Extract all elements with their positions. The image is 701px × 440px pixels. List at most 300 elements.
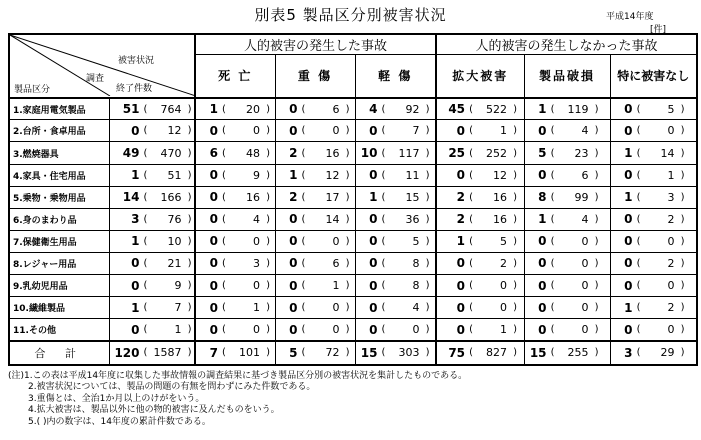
close-paren: ) <box>680 169 685 181</box>
count-value: 1 <box>131 168 140 183</box>
close-paren: ) <box>680 280 685 292</box>
count-value: 0 <box>456 322 466 337</box>
close-paren: ) <box>594 235 599 247</box>
data-cell <box>355 230 436 252</box>
cumulative-value: 0 <box>581 256 589 270</box>
count-value: 0 <box>209 234 218 249</box>
data-cell <box>524 252 610 274</box>
count-value: 0 <box>369 322 378 337</box>
close-paren: ) <box>187 324 192 336</box>
cumulative-value: 0 <box>332 234 340 248</box>
cumulative-value: 23 <box>574 146 589 160</box>
count-value: 1 <box>538 102 547 117</box>
data-cell <box>436 319 524 341</box>
close-paren: ) <box>425 280 430 292</box>
footnote: 2.被害状況については、製品の問題の有無を問わずにみた件数である。 <box>28 382 316 393</box>
close-paren: ) <box>594 324 599 336</box>
data-cell <box>610 186 697 208</box>
count-value: 0 <box>289 102 298 117</box>
open-paren: ( <box>469 280 473 292</box>
close-paren: ) <box>594 280 599 292</box>
data-cell <box>195 252 275 274</box>
close-paren: ) <box>425 191 430 203</box>
count-value: 0 <box>289 322 298 337</box>
close-paren: ) <box>187 147 192 159</box>
open-paren: ( <box>301 324 306 336</box>
close-paren: ) <box>187 235 192 247</box>
cumulative-value: 252 <box>486 146 508 160</box>
close-paren: ) <box>513 147 518 159</box>
category-name: 6.身のまわり品 <box>9 208 109 230</box>
open-paren: ( <box>469 103 473 115</box>
count-value: 0 <box>456 123 466 138</box>
open-paren: ( <box>636 125 641 137</box>
cumulative-value: 1 <box>500 323 508 337</box>
count-value: 0 <box>624 322 633 337</box>
close-paren: ) <box>594 103 599 115</box>
close-paren: ) <box>345 147 350 159</box>
data-cell <box>610 120 697 142</box>
close-paren: ) <box>187 103 192 115</box>
cumulative-value: 0 <box>581 301 589 315</box>
cumulative-value: 4 <box>581 212 589 226</box>
footnote: 4.拡大被害は、製品以外に他の物的被害に及んだものをいう。 <box>28 405 280 416</box>
open-paren: ( <box>143 347 148 359</box>
count-value: 0 <box>369 212 378 227</box>
cumulative-value: 470 <box>160 146 182 160</box>
data-cell <box>610 275 697 297</box>
close-paren: ) <box>266 147 270 159</box>
cumulative-value: 20 <box>246 102 260 116</box>
data-cell <box>610 252 697 274</box>
category-name: 7.保健衛生用品 <box>9 230 109 252</box>
close-paren: ) <box>425 324 430 336</box>
data-cell <box>436 252 524 274</box>
data-cell <box>275 275 355 297</box>
category-name: 4.家具・住宅用品 <box>9 164 109 186</box>
data-cell <box>355 186 436 208</box>
cumulative-value: 29 <box>660 346 675 360</box>
count-value: 1 <box>369 190 378 205</box>
category-name: 11.その他 <box>9 319 109 341</box>
column-header-product-damage: 製品破損 <box>524 55 610 98</box>
count-value: 0 <box>538 123 547 138</box>
data-cell <box>275 164 355 186</box>
data-cell <box>355 164 436 186</box>
count-value: 5 <box>289 345 298 360</box>
data-cell <box>275 208 355 230</box>
table-row <box>9 252 697 274</box>
cumulative-value: 0 <box>581 234 589 248</box>
close-paren: ) <box>425 257 430 269</box>
corner-header <box>9 34 195 98</box>
close-paren: ) <box>345 125 350 137</box>
cumulative-value: 72 <box>325 346 340 360</box>
open-paren: ( <box>222 169 226 181</box>
data-cell <box>524 142 610 164</box>
count-value: 0 <box>209 322 218 337</box>
close-paren: ) <box>680 257 685 269</box>
open-paren: ( <box>469 147 473 159</box>
open-paren: ( <box>143 257 148 269</box>
open-paren: ( <box>550 103 555 115</box>
open-paren: ( <box>636 347 641 359</box>
open-paren: ( <box>301 280 306 292</box>
survey-label: 調査 <box>86 74 105 84</box>
close-paren: ) <box>266 257 270 269</box>
open-paren: ( <box>636 280 641 292</box>
cumulative-value: 11 <box>405 168 420 182</box>
category-name: 9.乳幼児用品 <box>9 275 109 297</box>
open-paren: ( <box>381 302 386 314</box>
damage-table <box>8 33 698 366</box>
data-cell <box>436 297 524 319</box>
open-paren: ( <box>301 257 306 269</box>
close-paren: ) <box>345 302 350 314</box>
data-cell <box>610 319 697 341</box>
count-value: 0 <box>538 300 547 315</box>
data-cell <box>524 98 610 120</box>
open-paren: ( <box>301 191 306 203</box>
close-paren: ) <box>187 191 192 203</box>
count-value: 0 <box>624 256 633 271</box>
completed-count-cell <box>109 275 195 297</box>
category-name: 3.燃焼器具 <box>9 142 109 164</box>
count-value: 0 <box>538 168 547 183</box>
data-cell <box>355 98 436 120</box>
count-value: 0 <box>209 300 218 315</box>
cumulative-value: 166 <box>160 190 182 204</box>
open-paren: ( <box>381 324 386 336</box>
count-value: 0 <box>289 278 298 293</box>
open-paren: ( <box>222 103 226 115</box>
count-value: 1 <box>538 212 547 227</box>
count-value: 75 <box>448 345 466 360</box>
open-paren: ( <box>381 147 386 159</box>
close-paren: ) <box>266 235 270 247</box>
data-cell <box>195 341 275 365</box>
cumulative-value: 255 <box>567 346 589 360</box>
close-paren: ) <box>513 324 518 336</box>
data-cell <box>610 98 697 120</box>
open-paren: ( <box>143 302 148 314</box>
count-value: 0 <box>369 123 378 138</box>
data-cell <box>275 319 355 341</box>
data-cell <box>195 186 275 208</box>
open-paren: ( <box>469 213 473 225</box>
table-row <box>9 319 697 341</box>
data-cell <box>610 164 697 186</box>
count-value: 8 <box>538 190 547 205</box>
completed-count-cell <box>109 120 195 142</box>
cumulative-value: 0 <box>253 234 260 248</box>
count-value: 49 <box>122 146 140 161</box>
close-paren: ) <box>680 302 685 314</box>
close-paren: ) <box>680 324 685 336</box>
footnote: 3.重傷とは、全治1か月以上のけがをいう。 <box>28 393 205 404</box>
cumulative-value: 1 <box>500 124 508 138</box>
count-value: 3 <box>624 345 633 360</box>
data-cell <box>436 275 524 297</box>
cumulative-value: 1 <box>253 301 260 315</box>
open-paren: ( <box>381 213 386 225</box>
data-cell <box>275 186 355 208</box>
close-paren: ) <box>513 125 518 137</box>
open-paren: ( <box>636 103 641 115</box>
open-paren: ( <box>469 324 473 336</box>
category-name: 5.乗物・乗物用品 <box>9 186 109 208</box>
cumulative-value: 117 <box>398 146 420 160</box>
count-value: 0 <box>538 234 547 249</box>
cumulative-value: 827 <box>486 346 508 360</box>
data-cell <box>436 164 524 186</box>
completed-count-cell <box>109 230 195 252</box>
completed-count-cell <box>109 208 195 230</box>
unit-label: [件] <box>650 25 667 35</box>
data-cell <box>275 341 355 365</box>
column-header-no-damage: 特に被害なし <box>610 55 697 98</box>
count-value: 0 <box>289 300 298 315</box>
open-paren: ( <box>550 125 555 137</box>
count-value: 2 <box>456 212 466 227</box>
cumulative-value: 7 <box>174 301 182 315</box>
close-paren: ) <box>425 302 430 314</box>
close-paren: ) <box>266 280 270 292</box>
count-value: 5 <box>538 146 547 161</box>
count-value: 7 <box>209 345 218 360</box>
count-value: 1 <box>456 234 466 249</box>
count-value: 0 <box>456 256 466 271</box>
close-paren: ) <box>345 213 350 225</box>
count-value: 4 <box>369 102 378 117</box>
open-paren: ( <box>222 280 226 292</box>
open-paren: ( <box>469 191 473 203</box>
cumulative-value: 1587 <box>153 346 182 360</box>
data-cell <box>195 120 275 142</box>
data-cell <box>524 319 610 341</box>
close-paren: ) <box>513 257 518 269</box>
open-paren: ( <box>550 235 555 247</box>
data-cell <box>275 230 355 252</box>
data-cell <box>524 297 610 319</box>
open-paren: ( <box>222 347 226 359</box>
open-paren: ( <box>636 257 641 269</box>
open-paren: ( <box>469 169 473 181</box>
count-value: 1 <box>624 146 633 161</box>
data-cell <box>524 120 610 142</box>
count-value: 3 <box>131 212 140 227</box>
cumulative-value: 9 <box>174 279 182 293</box>
open-paren: ( <box>222 324 226 336</box>
count-value: 1 <box>289 168 298 183</box>
open-paren: ( <box>550 191 555 203</box>
cumulative-value: 101 <box>239 346 260 360</box>
cumulative-value: 12 <box>325 168 340 182</box>
category-name: 10.繊維製品 <box>9 297 109 319</box>
data-cell <box>355 297 436 319</box>
count-value: 0 <box>538 278 547 293</box>
cumulative-value: 1 <box>667 168 675 182</box>
count-value: 2 <box>289 190 298 205</box>
open-paren: ( <box>550 257 555 269</box>
count-value: 0 <box>624 234 633 249</box>
data-cell <box>195 275 275 297</box>
cumulative-value: 0 <box>500 301 508 315</box>
close-paren: ) <box>187 347 192 359</box>
open-paren: ( <box>222 235 226 247</box>
cumulative-value: 0 <box>500 279 508 293</box>
fiscal-year-label: 平成14年度 <box>606 12 654 22</box>
close-paren: ) <box>187 125 192 137</box>
open-paren: ( <box>143 191 148 203</box>
data-cell <box>355 120 436 142</box>
count-value: 0 <box>538 322 547 337</box>
count-value: 0 <box>131 278 140 293</box>
cumulative-value: 16 <box>493 212 508 226</box>
close-paren: ) <box>266 191 270 203</box>
data-cell <box>436 142 524 164</box>
open-paren: ( <box>381 103 386 115</box>
data-cell <box>524 341 610 365</box>
data-cell <box>436 98 524 120</box>
cumulative-value: 16 <box>493 190 508 204</box>
open-paren: ( <box>143 235 148 247</box>
count-value: 10 <box>360 146 378 161</box>
open-paren: ( <box>550 280 555 292</box>
count-value: 0 <box>369 234 378 249</box>
open-paren: ( <box>222 147 226 159</box>
count-value: 0 <box>624 212 633 227</box>
close-paren: ) <box>266 347 270 359</box>
data-cell <box>355 341 436 365</box>
count-value: 0 <box>209 212 218 227</box>
open-paren: ( <box>636 324 641 336</box>
open-paren: ( <box>301 213 306 225</box>
open-paren: ( <box>636 302 641 314</box>
open-paren: ( <box>636 235 641 247</box>
open-paren: ( <box>301 169 306 181</box>
count-value: 0 <box>131 123 140 138</box>
data-cell <box>275 120 355 142</box>
product-category-label: 製品区分 <box>14 85 51 95</box>
open-paren: ( <box>222 302 226 314</box>
count-value: 2 <box>289 146 298 161</box>
category-name: 1.家庭用電気製品 <box>9 98 109 120</box>
count-value: 0 <box>209 278 218 293</box>
column-header-minor-injury: 軽 傷 <box>355 55 436 98</box>
count-value: 0 <box>369 256 378 271</box>
open-paren: ( <box>550 169 555 181</box>
data-cell <box>436 186 524 208</box>
open-paren: ( <box>301 125 306 137</box>
footnote: (注)1.この表は平成14年度に収集した事故情報の調査結果に基づき製品区分別の被害状況を集計したものである。 <box>8 371 468 381</box>
count-value: 0 <box>624 123 633 138</box>
close-paren: ) <box>594 213 599 225</box>
cumulative-value: 0 <box>412 323 420 337</box>
count-value: 0 <box>289 256 298 271</box>
open-paren: ( <box>301 235 306 247</box>
close-paren: ) <box>345 103 350 115</box>
cumulative-value: 0 <box>332 124 340 138</box>
data-cell <box>275 98 355 120</box>
cumulative-value: 92 <box>405 102 420 116</box>
cumulative-value: 4 <box>581 124 589 138</box>
cumulative-value: 522 <box>486 102 508 116</box>
open-paren: ( <box>143 324 148 336</box>
cumulative-value: 12 <box>167 124 182 138</box>
cumulative-value: 14 <box>325 212 340 226</box>
cumulative-value: 4 <box>253 212 260 226</box>
close-paren: ) <box>594 302 599 314</box>
count-value: 0 <box>624 168 633 183</box>
cumulative-value: 9 <box>253 168 260 182</box>
data-cell <box>195 297 275 319</box>
cumulative-value: 7 <box>412 124 420 138</box>
cumulative-value: 303 <box>398 346 420 360</box>
completed-count-cell <box>109 319 195 341</box>
table-row <box>9 297 697 319</box>
data-cell <box>436 208 524 230</box>
close-paren: ) <box>266 324 270 336</box>
cumulative-value: 0 <box>332 323 340 337</box>
group-header-no-human-damage: 人的被害の発生しなかった事故 <box>436 34 697 55</box>
open-paren: ( <box>550 213 555 225</box>
data-cell <box>610 208 697 230</box>
close-paren: ) <box>680 191 685 203</box>
cumulative-value: 0 <box>253 124 260 138</box>
close-paren: ) <box>513 347 518 359</box>
close-paren: ) <box>187 213 192 225</box>
cumulative-value: 8 <box>412 279 420 293</box>
open-paren: ( <box>381 347 386 359</box>
column-header-serious-injury: 重 傷 <box>275 55 355 98</box>
cumulative-value: 16 <box>325 146 340 160</box>
close-paren: ) <box>680 235 685 247</box>
completed-count-cell <box>109 186 195 208</box>
cumulative-value: 0 <box>667 323 675 337</box>
cumulative-value: 0 <box>253 279 260 293</box>
data-cell <box>275 297 355 319</box>
data-cell <box>524 186 610 208</box>
count-value: 15 <box>360 345 378 360</box>
data-cell <box>355 252 436 274</box>
cumulative-value: 6 <box>332 256 340 270</box>
table-row <box>9 98 697 120</box>
count-value: 45 <box>448 102 466 117</box>
count-value: 6 <box>209 146 218 161</box>
open-paren: ( <box>222 257 226 269</box>
data-cell <box>524 230 610 252</box>
count-value: 25 <box>448 146 466 161</box>
count-value: 0 <box>209 123 218 138</box>
open-paren: ( <box>301 103 306 115</box>
count-value: 0 <box>369 168 378 183</box>
count-value: 0 <box>289 212 298 227</box>
close-paren: ) <box>680 347 685 359</box>
open-paren: ( <box>550 347 555 359</box>
close-paren: ) <box>345 280 350 292</box>
open-paren: ( <box>222 125 226 137</box>
count-value: 0 <box>624 102 633 117</box>
cumulative-value: 0 <box>581 279 589 293</box>
close-paren: ) <box>513 191 518 203</box>
cumulative-value: 2 <box>667 212 675 226</box>
completed-count-cell <box>109 341 195 365</box>
data-cell <box>355 319 436 341</box>
count-value: 14 <box>122 190 140 205</box>
count-value: 1 <box>131 234 140 249</box>
cumulative-value: 8 <box>412 256 420 270</box>
